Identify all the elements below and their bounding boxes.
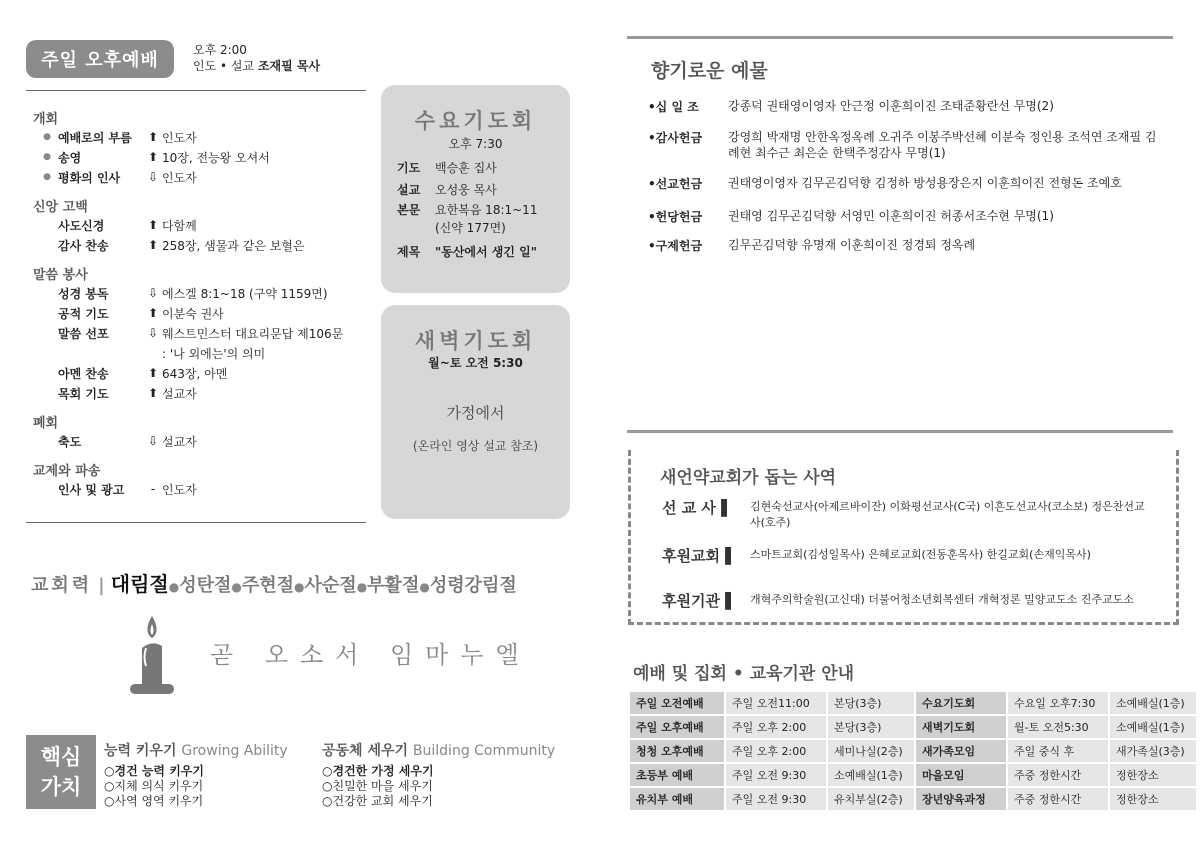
offering-names: 강종덕 권태영이영자 안근정 이훈희이진 조태준황란선 무명(2) [728,99,1054,113]
offering-row [648,98,1168,115]
order-row [36,168,197,186]
afternoon-service-title: 주일 오후예배 [26,40,174,78]
order-label: 송영 [58,150,82,165]
schedule-cell: 청청 오후예배 [630,740,724,762]
order-row [36,284,328,302]
calendar-season: 사순절 [304,575,357,596]
order-label: 아멘 찬송 [58,366,109,381]
schedule-row [630,692,1196,714]
dawn-prayer-box [381,305,570,519]
calendar-dot: ● [168,580,180,594]
offering-label: •십 일 조 [648,100,699,114]
dawn-note: (온라인 영상 설교 참조) [412,439,539,453]
mission-names: 김현숙선교사(아제르바이잔) 이화평선교사(C국) 이흔도선교사(코소보) 정은찬선교사(호주) [750,500,1145,529]
schedule-cell: 유치부실(2층) [828,788,914,810]
calendar-season: 성탄절 [179,575,232,596]
offering-row [648,175,1168,192]
mission-title: 새언약교회가 돕는 사역 [660,468,837,488]
core-value-item: ○건강한 교회 세우기 [322,794,433,808]
posture-indicator: ⬆ [147,130,159,144]
order-label: 예배로의 부름 [58,130,132,145]
order-bullet: ● [43,172,51,182]
offering-title: 향기로운 예물 [651,60,768,82]
schedule-cell: 주일 오후 2:00 [726,740,826,762]
order-row [36,128,197,146]
wednesday-label: 설교 [397,183,421,197]
posture-indicator: ⇩ [147,434,159,448]
schedule-cell: 새벽기도회 [916,716,1006,738]
order-row [36,432,197,450]
schedule-cell: 초등부 예배 [630,764,724,786]
schedule-cell: 주일 오전 9:30 [726,764,826,786]
order-row [36,324,343,342]
calendar-season: 부활절 [367,575,420,596]
mission-names: 개혁주의학술원(고신대) 더불어청소년회복센터 개혁정론 밀양교도소 진주교도소 [750,593,1134,606]
order-value: 인도자 [162,482,197,497]
schedule-row [630,764,1196,786]
order-label: 감사 찬송 [58,238,109,253]
schedule-cell: 주중 정한시간 [1008,788,1108,810]
posture-indicator: ⬆ [147,386,159,400]
order-label: 인사 및 광고 [58,482,125,497]
offering-label: •선교헌금 [648,177,703,191]
order-bullet: ● [43,132,51,142]
schedule-cell: 수요일 오후7:30 [1008,692,1108,714]
order-value: 이분숙 권사 [162,306,224,321]
schedule-row [630,740,1196,762]
order-value: 10장, 전능왕 오셔서 [162,150,270,165]
offering-names: 권태영 김무곤김덕향 서영민 이훈희이진 허종서조수현 무명(1) [728,209,1054,223]
schedule-cell: 수요기도회 [916,692,1006,714]
order-label: 공적 기도 [58,306,109,321]
core-value-item: ○경건한 가정 세우기 [322,764,434,778]
order-value: 258장, 샘물과 같은 보혈은 [162,238,305,253]
mission-label: 선 교 사 ▌ [662,499,733,517]
order-row [36,304,224,322]
order-label: 사도신경 [58,218,105,233]
calendar-dot: ● [231,580,242,594]
order-label: 평화의 인사 [58,170,121,185]
posture-indicator: ⇩ [147,286,159,300]
wednesday-value: "동산에서 생긴 일" [435,245,538,259]
order-section-title: 교제와 파송 [33,464,101,479]
calendar-others [169,575,517,596]
offering-names: 강영희 박재명 안한옥정옥례 오귀주 이봉주박선혜 이분숙 정인용 조석연 조재필 김례현 최수근 최은순 한택주정감사 무명(1) [728,130,1157,160]
wednesday-title: 수요기도회 [414,109,537,133]
order-section-title: 폐회 [33,416,59,431]
wednesday-value: 오성웅 목사 [435,183,497,197]
schedule-row [630,716,1196,738]
schedule-table [628,690,1198,812]
wednesday-prayer-box [381,85,570,293]
core-value-item: ○지체 의식 키우기 [104,779,204,793]
mission-row [662,590,1162,611]
mission-label: 후원교회 ▌ [662,547,737,565]
wednesday-value: 백승훈 집사 [435,161,497,175]
schedule-cell: 주일 오전11:00 [726,692,826,714]
offering-row [648,237,1168,254]
wednesday-label [397,219,435,236]
calendar-motto: 곧 오소서 임마누엘 [210,641,531,669]
offering-top-bar [627,36,1173,39]
order-section-title: 개회 [33,112,59,127]
schedule-cell: 장년양육과정 [916,788,1006,810]
schedule-title: 예배 및 집회 • 교육기관 안내 [633,664,855,684]
schedule-cell: 소예배실(1층) [1110,716,1196,738]
order-value: 643장, 아멘 [162,366,228,381]
offering-row [648,208,1168,225]
mission-names: 스마트교회(김성일목사) 은혜로교회(전동훈목사) 한길교회(손재익목사) [750,548,1091,561]
order-label: 말씀 선포 [58,326,109,341]
dawn-time: 월~토 오전 5:30 [428,356,523,370]
wednesday-time: 오후 7:30 [448,137,503,151]
calendar-label: 교회력 [31,575,93,596]
order-bottom-divider [26,522,366,523]
core-col-community: 공동체 세우기 Building Community ○경건한 가정 세우기 ○친밀한 마을 세우기 ○건강한 교회 세우기 [322,743,556,808]
core-values-box: 핵심 가치 [26,735,96,809]
schedule-cell: 세미나실(2층) [828,740,914,762]
schedule-cell: 마을모임 [916,764,1006,786]
candle-icon [124,612,180,698]
offering-label: •헌당헌금 [648,210,703,224]
offering-label: •감사헌금 [648,131,703,145]
schedule-cell: 주중 정한시간 [1008,764,1108,786]
wednesday-row [397,243,537,260]
core-col-ability: 능력 키우기 Growing Ability ○경건 능력 키우기 ○지체 의식 키우기 ○사역 영역 키우기 [104,743,288,808]
posture-indicator: - [150,482,156,496]
posture-indicator: ⬆ [147,366,159,380]
order-value: 설교자 [162,434,197,449]
order-row [36,364,227,382]
calendar-current: 대림절 [110,572,169,596]
order-row [36,236,305,254]
wednesday-label: 본문 [397,203,421,217]
wednesday-label: 제목 [397,245,421,259]
order-label: 성경 봉독 [58,286,109,301]
order-bullet: ● [43,152,51,162]
offering-names: 김무곤김덕향 유명재 이훈희이진 정경퇴 정옥례 [728,238,976,252]
schedule-cell: 주일 오전 9:30 [726,788,826,810]
schedule-cell: 주일 오후 2:00 [726,716,826,738]
schedule-cell: 본당(3층) [828,692,914,714]
schedule-cell: 새가족실(3층) [1110,740,1196,762]
posture-indicator: ⬆ [147,238,159,252]
order-value: : '나 외에는'의 의미 [162,346,266,361]
order-row [36,148,270,166]
order-label: 축도 [58,434,82,449]
schedule-row [630,788,1196,810]
order-value: 다함께 [162,218,197,233]
mission-top-bar [627,430,1173,433]
wednesday-row [397,181,497,198]
dawn-title: 새벽기도회 [414,329,537,353]
calendar-dot: ● [356,580,368,594]
order-value: 에스겔 8:1~18 (구약 1159면) [162,286,328,301]
order-value: 웨스트민스터 대요리문답 제106문 [162,326,344,341]
wednesday-row [397,219,506,236]
order-section-title: 신앙 고백 [33,200,88,215]
wednesday-row [397,159,497,176]
schedule-cell: 소예배실(1층) [1110,692,1196,714]
posture-indicator: ⬆ [147,306,159,320]
calendar-season: 주현절 [241,575,295,596]
order-section-title: 말씀 봉사 [33,268,88,283]
order-row [36,384,197,402]
core-value-item: ○경건 능력 키우기 [104,764,204,778]
order-value: 인도자 [162,170,197,185]
schedule-cell: 새가족모임 [916,740,1006,762]
schedule-cell: 본당(3층) [828,716,914,738]
core-value-item: ○친밀한 마을 세우기 [322,779,433,793]
order-value: 설교자 [162,386,197,401]
posture-indicator: ⬆ [147,150,159,164]
afternoon-time: 오후 2:00 [193,43,247,57]
schedule-cell: 소예배실(1층) [828,764,914,786]
schedule-cell: 월-토 오전5:30 [1008,716,1108,738]
afternoon-leader: 인도 • 설교 조재필 목사 [193,59,321,73]
wednesday-value: (신약 177면) [435,221,506,235]
schedule-cell: 주일 중식 후 [1008,740,1108,762]
schedule-cell: 정한장소 [1110,764,1196,786]
posture-indicator: ⇩ [147,326,159,340]
order-row [36,344,265,362]
order-top-divider [26,90,366,91]
church-calendar: 교회력 | 대림절●성탄절●주현절●사순절●부활절●성령강림절 [31,572,517,596]
afternoon-service-info [193,42,320,74]
offering-names: 권태영이영자 김무곤김덕향 김정하 방성용장은지 이훈희이진 전형돈 조예호 [728,176,1122,190]
wednesday-row [397,201,537,218]
offering-label: •구제헌금 [648,239,703,253]
calendar-dot: ● [294,580,305,594]
order-row [36,216,197,234]
order-row [36,480,197,498]
wednesday-label: 기도 [397,161,421,175]
order-value: 인도자 [162,130,197,145]
mission-row [662,497,1162,531]
schedule-cell: 정한장소 [1110,788,1196,810]
schedule-cell: 주일 오전예배 [630,692,724,714]
dawn-place: 가정에서 [446,404,505,422]
mission-label: 후원기관 ▌ [662,592,737,610]
order-label: 목회 기도 [58,386,109,401]
core-value-item: ○사역 영역 키우기 [104,794,204,808]
offering-row [648,129,1168,161]
posture-indicator: ⬆ [147,218,159,232]
calendar-season: 성령강림절 [429,575,517,596]
posture-indicator: ⇩ [147,170,159,184]
wednesday-value: 요한복음 18:1~11 [435,203,538,217]
schedule-cell: 주일 오후예배 [630,716,724,738]
mission-row [662,545,1162,566]
calendar-dot: ● [419,580,430,594]
schedule-cell: 유치부 예배 [630,788,724,810]
